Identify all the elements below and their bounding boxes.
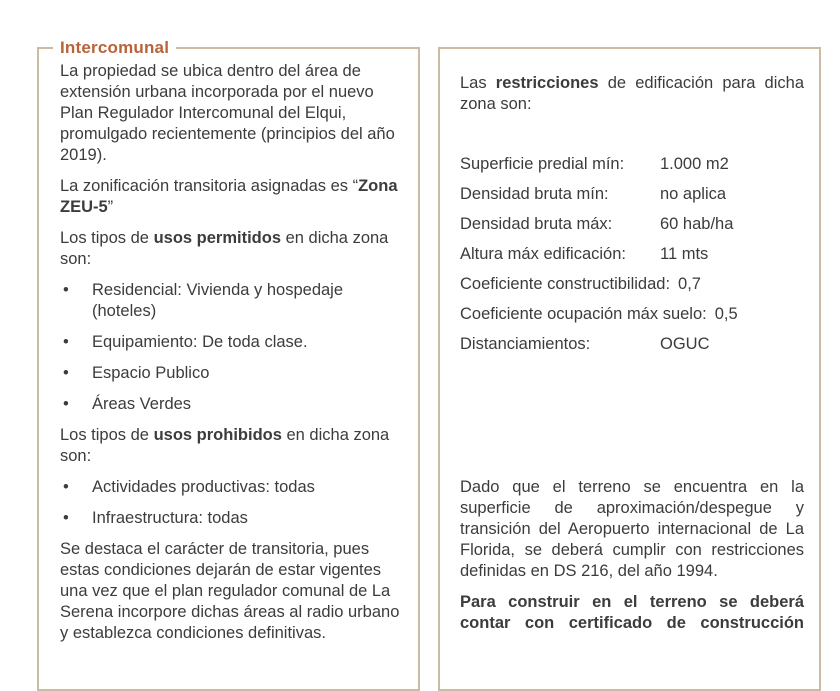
spec-label: Densidad bruta mín: — [460, 185, 609, 203]
text: de edificación para dicha zona son: — [460, 74, 805, 113]
bold-text: usos prohibidos — [153, 426, 282, 444]
bullet-list — [60, 477, 404, 529]
spec-value: 11 mts — [660, 245, 709, 263]
spec-row — [460, 179, 804, 209]
spec-label: Altura máx edificación: — [460, 245, 626, 263]
restrictions-panel — [438, 47, 821, 691]
spec-row — [460, 149, 804, 179]
text: en dicha zona son: — [60, 229, 389, 268]
paragraph — [460, 73, 804, 115]
bullet-item: • Actividades productivas: todas — [60, 477, 404, 498]
text: La propiedad se ubica dentro del área de extensión urbana incorporada por el nuevo Plan Regulador Intercomunal del Elqui, promulgado recientemente (principios del año 2019). — [60, 62, 395, 164]
paragraph — [60, 539, 404, 644]
paragraph — [60, 61, 404, 166]
spec-value: 60 hab/ha — [660, 215, 734, 233]
text: ” — [107, 198, 114, 216]
spec-value: OGUC — [660, 335, 710, 353]
spec-label: Coeficiente ocupación máx suelo: — [460, 305, 707, 323]
bullet-item: • Infraestructura: todas — [60, 508, 404, 529]
paragraph — [60, 425, 404, 467]
restrictions-table — [460, 149, 804, 359]
spec-label: Coeficiente constructibilidad: — [460, 275, 671, 293]
spec-value: 0,7 — [678, 275, 701, 293]
paragraph — [460, 477, 804, 582]
spacer — [460, 359, 804, 477]
text: La zonificación transitoria asignadas es “ — [60, 177, 359, 195]
spec-row — [460, 269, 804, 299]
bold-text: Para construir en el terreno se deberá contar con certificado de construcción — [460, 593, 804, 632]
bullet-item: • Espacio Publico — [60, 363, 404, 384]
bullet-list — [60, 280, 404, 415]
bullet-item: • Equipamiento: De toda clase. — [60, 332, 404, 353]
paragraph — [460, 592, 804, 634]
bold-text: usos permitidos — [153, 229, 282, 247]
spec-value: 1.000 m2 — [660, 155, 729, 173]
bold-text: restricciones — [495, 74, 599, 92]
bold-text: Zona ZEU-5 — [60, 177, 398, 216]
spec-label: Densidad bruta máx: — [460, 215, 613, 233]
bullet-item: • Residencial: Vivienda y hospedaje (hoteles) — [60, 280, 404, 322]
bullet-item: • Áreas Verdes — [60, 394, 404, 415]
text: Dado que el terreno se encuentra en la superficie de aproximación/despegue y transición del Aeropuerto internacional de La Florida, se deberá cumplir con restricciones definidas en DS 216, del año 1994. — [460, 478, 804, 580]
paragraph — [60, 228, 404, 270]
text: Las — [460, 74, 496, 92]
spec-row — [460, 329, 804, 359]
spec-row — [460, 299, 804, 329]
spec-row — [460, 209, 804, 239]
spec-label: Superficie predial mín: — [460, 155, 625, 173]
spec-row — [460, 239, 804, 269]
text: Se destaca el carácter de transitoria, pues estas condiciones dejarán de estar vigentes una vez que el plan regulador comunal de La Serena incorpore dichas áreas al radio urbano y establezca condiciones definitivas. — [60, 540, 400, 642]
spec-value: 0,5 — [714, 305, 738, 323]
intercomunal-content — [39, 49, 418, 644]
paragraph — [60, 176, 404, 218]
spec-value: no aplica — [660, 185, 727, 203]
restrictions-content — [440, 49, 819, 634]
text: Los tipos de — [60, 229, 154, 247]
text: Los tipos de — [60, 426, 154, 444]
panel-legend: Intercomunal — [53, 37, 176, 59]
intercomunal-panel — [37, 38, 420, 691]
spec-label: Distanciamientos: — [460, 335, 591, 353]
text: en dicha zona son: — [60, 426, 390, 465]
